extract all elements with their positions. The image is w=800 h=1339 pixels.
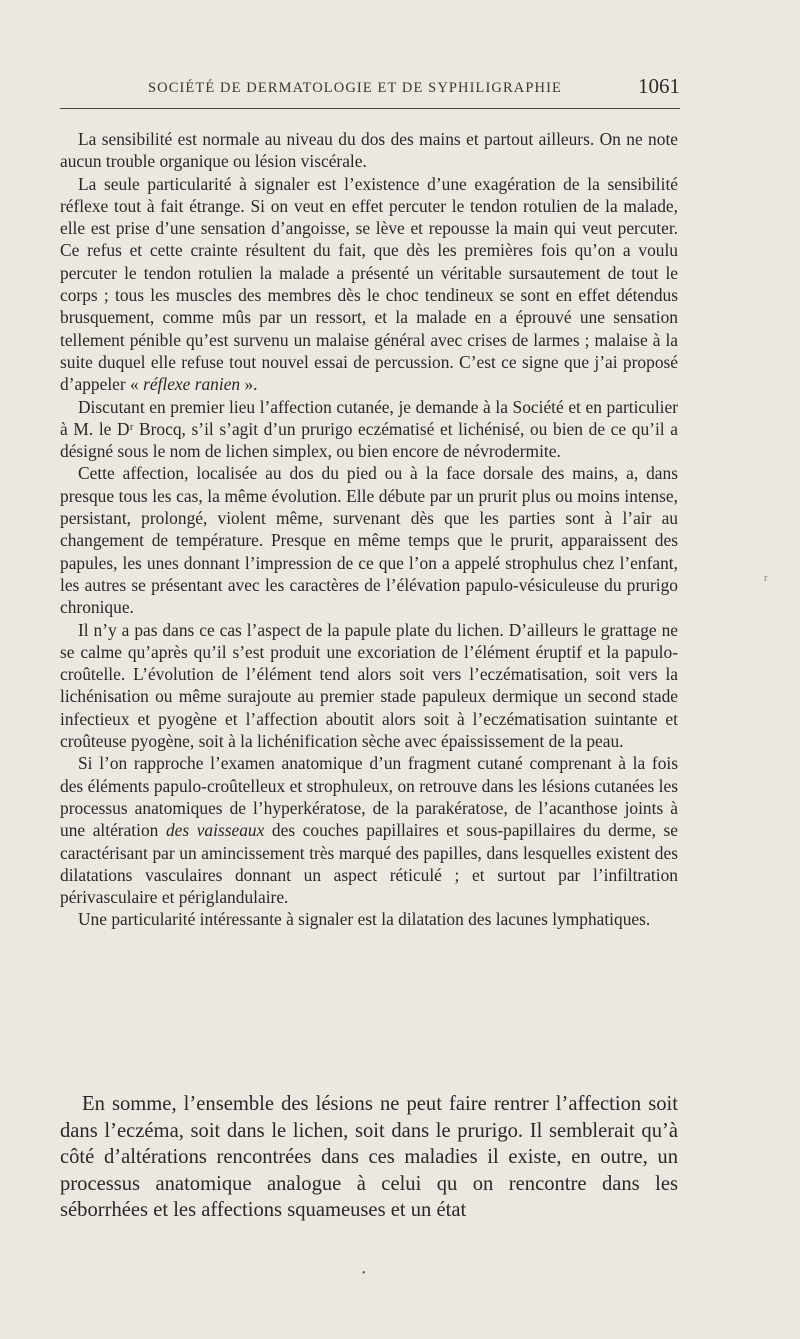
italic-term: réflexe ranien	[143, 374, 241, 395]
running-head: SOCIÉTÉ DE DERMATOLOGIE ET DE SYPHILIGRAPHIE	[148, 80, 562, 96]
paragraph-text: Une particularité intéressante à signaler est la dilatation des lacunes lymphatiques.	[78, 909, 651, 930]
main-text	[60, 128, 678, 931]
paragraph-text: Discutant en premier lieu l’affection cutanée, je demande à la Société et en particulier à M. le Dʳ Brocq, s’il s’agit d’un prurigo eczématisé et lichénisé, ou bien de ce qu’il a désigné sous le nom de lichen simplex, ou bien encore de névrodermite.	[60, 396, 678, 462]
paragraph	[60, 908, 678, 930]
paragraph	[60, 396, 678, 463]
paragraph	[60, 128, 678, 173]
margin-mark: r	[764, 572, 768, 584]
page-header	[140, 74, 680, 102]
header-rule	[60, 108, 680, 109]
conclusion-paragraph: En somme, l’ensemble des lésions ne peut faire rentrer l’affection soit dans l’eczéma, soit dans le lichen, soit dans le prurigo. Il semblerait qu’à côté d’altérations rencontrées dans ces maladies il existe, en outre, un processus anatomique analogue à celui qu on rencontre dans les séborrhées et les affections squameuses et un état	[60, 1093, 678, 1222]
paragraph-text: La seule particularité à signaler est l’existence d’une exagération de la sensibilité réflexe tout à fait étrange. Si on veut en effet percuter le tendon rotulien de la malade, elle est prise d’une sensation d’angoisse, se lève et repousse la main qui veut percuter. Ce refus et cette crainte résultent du fait, que dès les premières fois qu’on a voulu percuter le tendon rotulien la malade a présenté un véritable sursautement de tout le corps ; tous les muscles des membres dès le choc tendineux se sont en effet détendus brusquement, comme mûs par un ressort, et la malade en a éprouvé une sensation tellement pénible qu’est survenu un malaise général avec crises de larmes ; malaise à la suite duquel elle refuse tout nouvel essai de percussion. C’est ce signe que j’ai proposé d’appeler «	[60, 173, 678, 395]
paragraph-text-after: ».	[244, 374, 258, 395]
paragraph	[60, 619, 678, 753]
paragraph-text: Cette affection, localisée au dos du pied ou à la face dorsale des mains, a, dans presque tous les cas, la même évolution. Elle débute par un prurit plus ou moins intense, persistant, prolongé, violent même, survenant dès que les parties sont à l’air au changement de température. Presque en même temps que le prurit, apparaissent des papules, les unes donnant l’impression de ce que l’on a appelé strophulus chez l’enfant, les autres se présentant avec les caractères de l’élévation papulo-vésiculeuse du prurigo chronique.	[60, 463, 678, 618]
paragraph	[60, 173, 678, 396]
bottom-mark: •	[362, 1268, 366, 1279]
italic-term: des vaisseaux	[165, 820, 265, 841]
paragraph-text: Il n’y a pas dans ce cas l’aspect de la papule plate du lichen. D’ailleurs le grattage ne se calme qu’après qu’il s’est produit une excoriation de l’élément éruptif et la papulo-croûtelle. L’évolution de l’élément tend alors soit vers l’eczématisation, soit vers la lichénisation ou même surajoute au premier stade papuleux dermique un second stade infectieux et pyogène et l’affection aboutit alors soit à l’eczématisation suintante et croûteuse pyogène, soit à la lichénification sèche avec épaississement de la peau.	[60, 619, 678, 752]
paragraph-text-after: des couches papillaires et sous-papillaires du derme, se caractérisant par un amincissement très marqué des papilles, dans lesquelles existent des dilatations vasculaires donnant un aspect réticulé ; et surtout par l’infiltration périvasculaire et périglandulaire.	[60, 820, 678, 908]
paragraph-text: Si l’on rapproche l’examen anatomique d’un fragment cutané comprenant à la fois des éléments papulo-croûtelleux et strophuleux, on retrouve dans les lésions cutanées les processus anatomiques de l’hyperkératose, de la parakératose, de l’acanthose joints à une altération	[60, 753, 678, 841]
conclusion-text	[60, 1091, 678, 1224]
paragraph-text: La sensibilité est normale au niveau du dos des mains et partout ailleurs. On ne note aucun trouble organique ou lésion viscérale.	[60, 129, 678, 172]
page-number: 1061	[638, 74, 680, 98]
paragraph	[60, 752, 678, 908]
paragraph	[60, 462, 678, 618]
